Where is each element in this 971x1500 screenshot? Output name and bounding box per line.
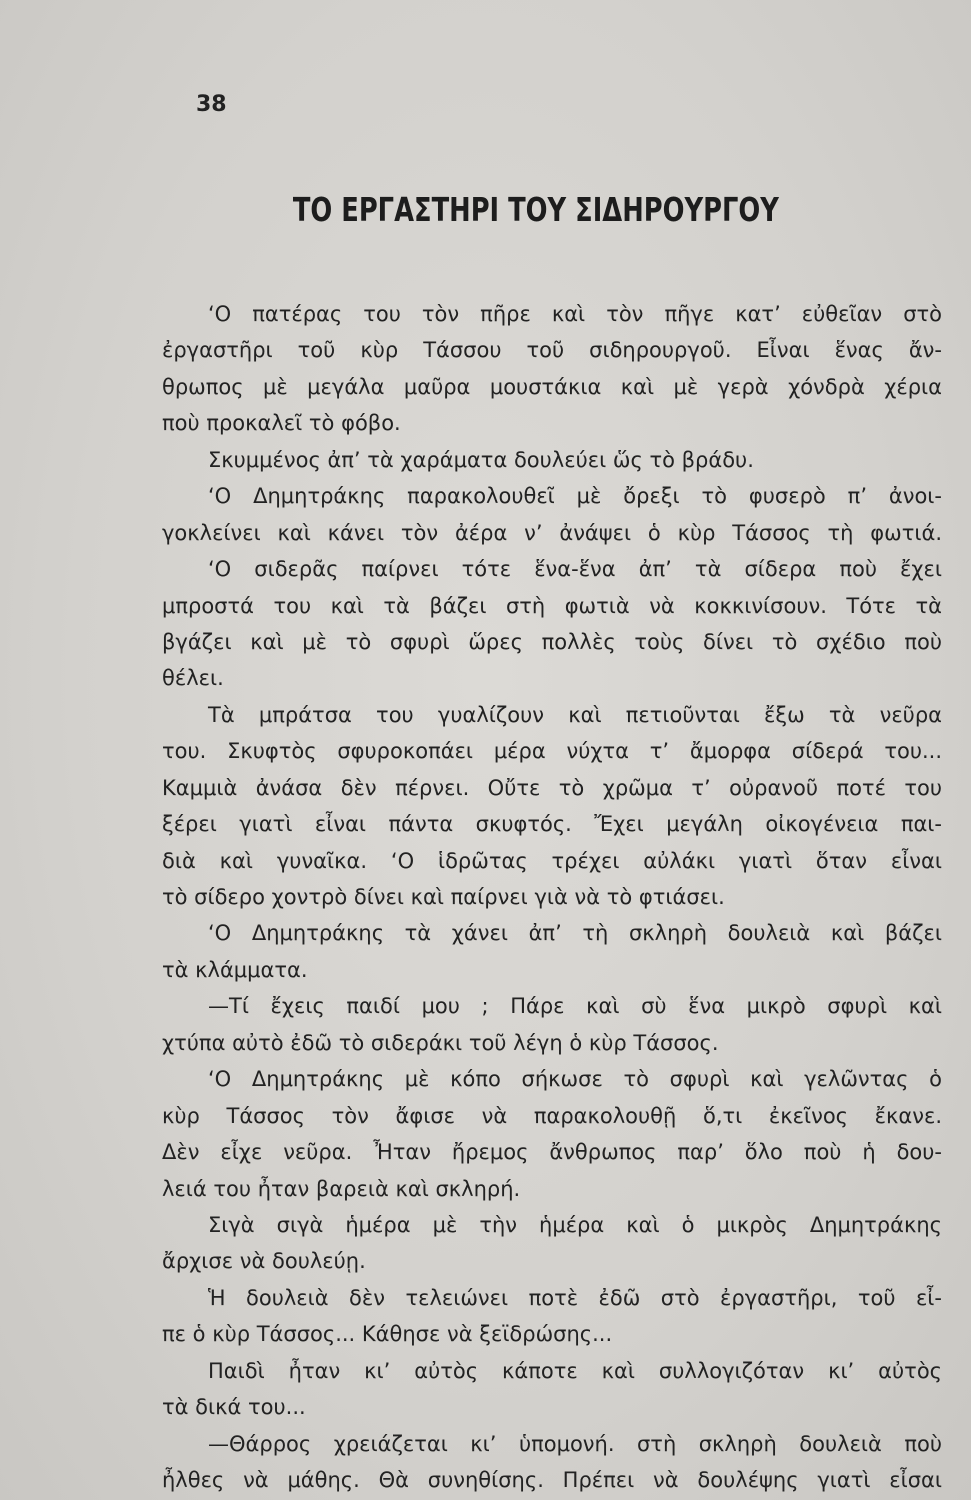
text-line: ‘Ο Δημητράκης παρακολουθεῖ μὲ ὄρεξι τὸ φυσερὸ π’ ἀνοι- [208, 484, 942, 509]
text-line: διὰ καὶ γυναῖκα. ‘Ο ἱδρῶτας τρέχει αὐλάκι γιατὶ ὅταν εἶναι [162, 848, 942, 873]
text-line: ‘Ο σιδερᾶς παίρνει τότε ἕνα-ἕνα ἀπ’ τὰ σίδερα ποὺ ἔχει [208, 557, 942, 582]
text-line: τὰ δικά του... [162, 1395, 306, 1420]
text-line: Σιγὰ σιγὰ ἡμέρα μὲ τὴν ἡμέρα καὶ ὁ μικρὸς Δημητράκης [208, 1212, 942, 1237]
text-line: πε ὁ κὺρ Τάσσος... Κάθησε νὰ ξεϊδρώσης... [162, 1322, 613, 1347]
text-line: Παιδὶ ἦταν κι’ αὐτὸς κάποτε καὶ συλλογιζόταν κι’ αὐτὸς [208, 1358, 942, 1383]
text-line: του. Σκυφτὸς σφυροκοπάει μέρα νύχτα τ’ ἄμορφα σίδερά του... [162, 739, 942, 764]
text-line: Τὰ μπράτσα του γυαλίζουν καὶ πετιοῦνται ἔξω τὰ νεῦρα [208, 702, 942, 727]
page-number: 38 [196, 92, 227, 117]
text-line: ‘Ο πατέρας του τὸν πῆρε καὶ τὸν πῆγε κατ’ εὐθεῖαν στὸ [208, 302, 942, 326]
text-line: χτύπα αὐτὸ ἐδῶ τὸ σιδεράκι τοῦ λέγη ὁ κὺρ Τάσσος. [162, 1030, 719, 1055]
text-line: Σκυμμένος ἀπ’ τὰ χαράματα δουλεύει ὥς τὸ βράδυ. [208, 447, 754, 472]
text-line: μπροστά του καὶ τὰ βάζει στὴ φωτιὰ νὰ κοκκινίσουν. Τότε τὰ [162, 593, 942, 618]
body-text [162, 296, 942, 1498]
text-line: Καμμιὰ ἀνάσα δὲν πέρνει. Οὔτε τὸ χρῶμα τ’ οὐρανοῦ ποτέ του [162, 775, 942, 800]
text-line: ποὺ προκαλεῖ τὸ φόβο. [162, 411, 401, 436]
text-line: ‘Ο Δημητράκης μὲ κόπο σήκωσε τὸ σφυρὶ καὶ γελῶντας ὁ [208, 1067, 942, 1092]
text-line: λειά του ἦταν βαρειὰ καὶ σκληρή. [162, 1176, 521, 1201]
text-line: —Θάρρος χρειάζεται κι’ ὑπομονή. στὴ σκληρὴ δουλειὰ ποὺ [208, 1431, 942, 1456]
text-line: τὰ κλάμματα. [162, 957, 308, 982]
text-line: θέλει. [162, 666, 224, 691]
text-line: γοκλείνει καὶ κάνει τὸν ἀέρα ν’ ἀνάψει ὁ κὺρ Τάσσος τὴ φωτιά. [162, 520, 942, 545]
text-line: —Τί ἔχεις παιδί μου ; Πάρε καὶ σὺ ἕνα μικρὸ σφυρὶ καὶ [208, 994, 942, 1019]
text-line: ‘Ο Δημητράκης τὰ χάνει ἀπ’ τὴ σκληρὴ δουλειὰ καὶ βάζει [208, 921, 942, 946]
text-line: κὺρ Τάσσος τὸν ἄφισε νὰ παρακολουθῇ ὅ,τι ἐκεῖνος ἔκανε. [162, 1103, 942, 1128]
text-line: Δὲν εἶχε νεῦρα. Ἦταν ἤρεμος ἄνθρωπος παρ’ ὅλο ποὺ ἡ δου- [162, 1140, 942, 1165]
text-line: θρωπος μὲ μεγάλα μαῦρα μουστάκια καὶ μὲ γερὰ χόνδρὰ χέρια [162, 374, 942, 399]
text-line: ἐργαστῆρι τοῦ κὺρ Τάσσου τοῦ σιδηρουργοῦ. Εἶναι ἕνας ἄν- [162, 338, 942, 363]
text-line: Ἡ δουλειὰ δὲν τελειώνει ποτὲ ἐδῶ στὸ ἐργαστῆρι, τοῦ εἶ- [208, 1285, 942, 1310]
text-line: ἄρχισε νὰ δουλεύῃ. [162, 1249, 366, 1274]
text-line: βγάζει καὶ μὲ τὸ σφυρὶ ὥρες πολλὲς τοὺς δίνει τὸ σχέδιο ποὺ [162, 629, 942, 654]
chapter-title: ΤΟ ΕΡΓΑΣΤΗΡΙ ΤΟΥ ΣΙΔΗΡΟΥΡΓΟΥ [292, 190, 779, 229]
text-line: ξέρει γιατὶ εἶναι πάντα σκυφτός. Ἔχει μεγάλη οἰκογένεια παι- [162, 812, 942, 837]
text-line: τὸ σίδερο χοντρὸ δίνει καὶ παίρνει γιὰ νὰ τὸ φτιάσει. [162, 885, 725, 909]
text-line: ἦλθες νὰ μάθης. Θὰ συνηθίσης. Πρέπει νὰ δουλέψης γιατὶ εἶσαι [162, 1468, 942, 1492]
